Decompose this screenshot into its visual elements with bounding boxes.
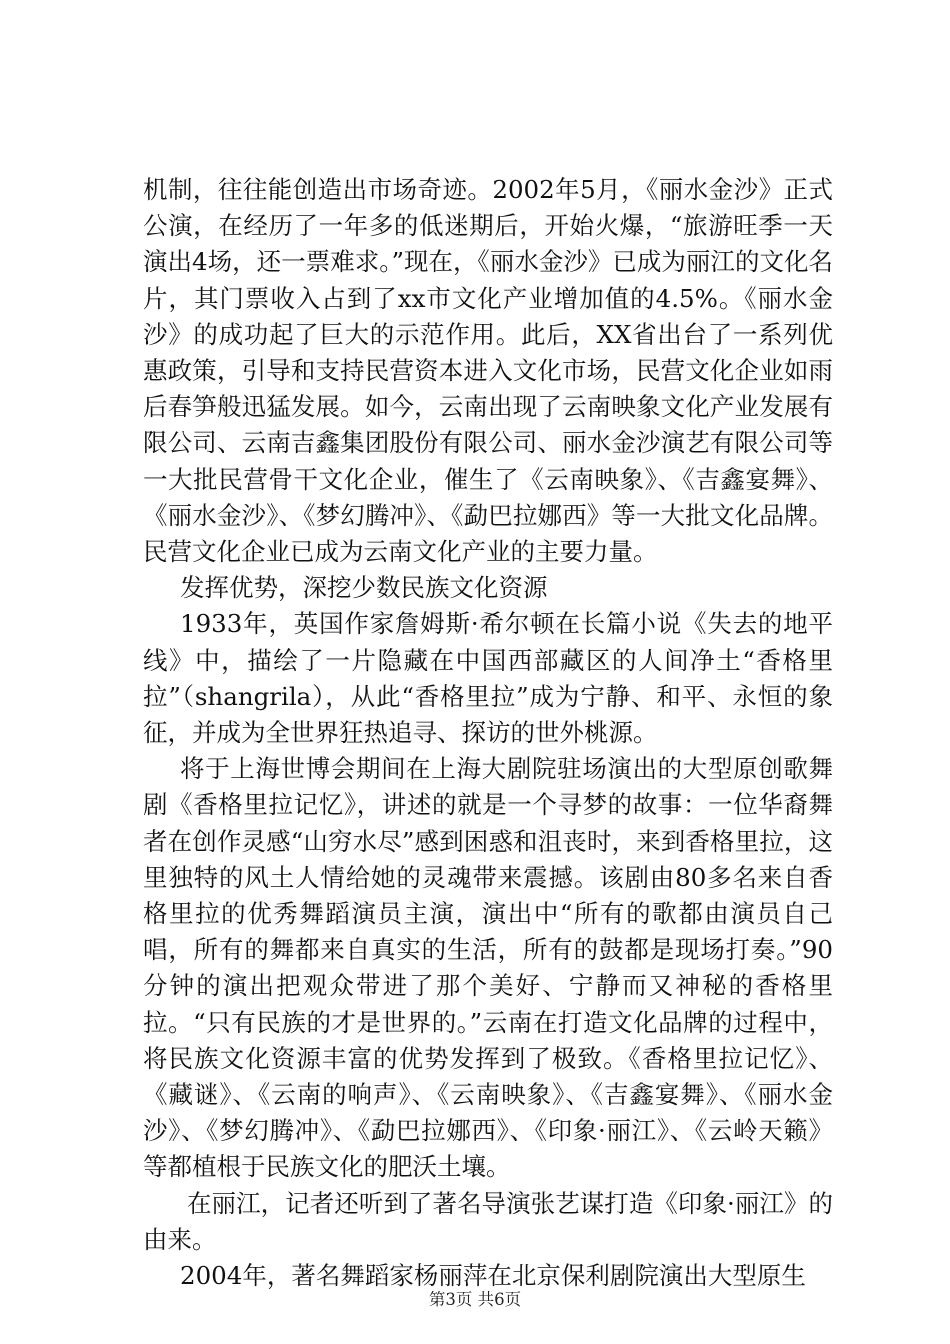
body-paragraph: 2004年，著名舞蹈家杨丽萍在北京保利剧院演出大型原生 <box>180 1261 806 1291</box>
body-paragraph: 机制，往往能创造出市场奇迹。2002年5月，《丽水金沙》正式公演，在经历了一年多的低迷期后，开始火爆，“旅游旺季一天演出4场，还一票难求。”现在，《丽水金沙》已成为丽江的文化名片，其门票收入占到了xx市文化产业增加值的4.5%。《丽水金沙》的成功起了巨大的示范作用。此后，XX省出台了一系列优惠政策，引导和支持民营资本进入文化市场，民营文化企业如雨后春笋般迅猛发展。如今，云南出现了云南映象文化产业发展有限公司、云南吉鑫集团股份有限公司、丽水金沙演艺有限公司等一大批民营骨干文化企业，催生了《云南映象》、《吉鑫宴舞》、《丽水金沙》、《梦幻腾冲》、《勐巴拉娜西》等一大批文化品牌。民营文化企业已成为云南文化产业的主要力量。 <box>143 175 833 567</box>
document-body <box>143 172 833 1294</box>
page-footer: 第3页 共6页 <box>428 1290 522 1309</box>
section-heading: 发挥优势，深挖少数民族文化资源 <box>180 573 548 603</box>
body-paragraph: 在丽江，记者还听到了著名导演张艺谋打造《印象·丽江》的由来。 <box>143 1188 833 1254</box>
body-paragraph: 1933年，英国作家詹姆斯·希尔顿在长篇小说《失去的地平线》中，描绘了一片隐藏在中国西部藏区的人间净土“香格里拉”（shangrila），从此“香格里拉”成为宁静、和平、永恒的象征，并成为全世界狂热追寻、探访的世外桃源。 <box>143 609 833 748</box>
body-paragraph: 将于上海世博会期间在上海大剧院驻场演出的大型原创歌舞剧《香格里拉记忆》，讲述的就是一个寻梦的故事：一位华裔舞者在创作灵感“山穷水尽”感到困惑和沮丧时，来到香格里拉，这里独特的风土人情给她的灵魂带来震撼。该剧由80多名来自香格里拉的优秀舞蹈演员主演，演出中“所有的歌都由演员自己唱，所有的舞都来自真实的生活，所有的鼓都是现场打奏。”90分钟的演出把观众带进了那个美好、宁静而又神秘的香格里拉。“只有民族的才是世界的。”云南在打造文化品牌的过程中，将民族文化资源丰富的优势发挥到了极致。《香格里拉记忆》、《藏谜》、《云南的响声》、《云南映象》、《吉鑫宴舞》、《丽水金沙》、《梦幻腾冲》、《勐巴拉娜西》、《印象·丽江》、《云岭天籁》等都植根于民族文化的肥沃土壤。 <box>143 754 833 1182</box>
